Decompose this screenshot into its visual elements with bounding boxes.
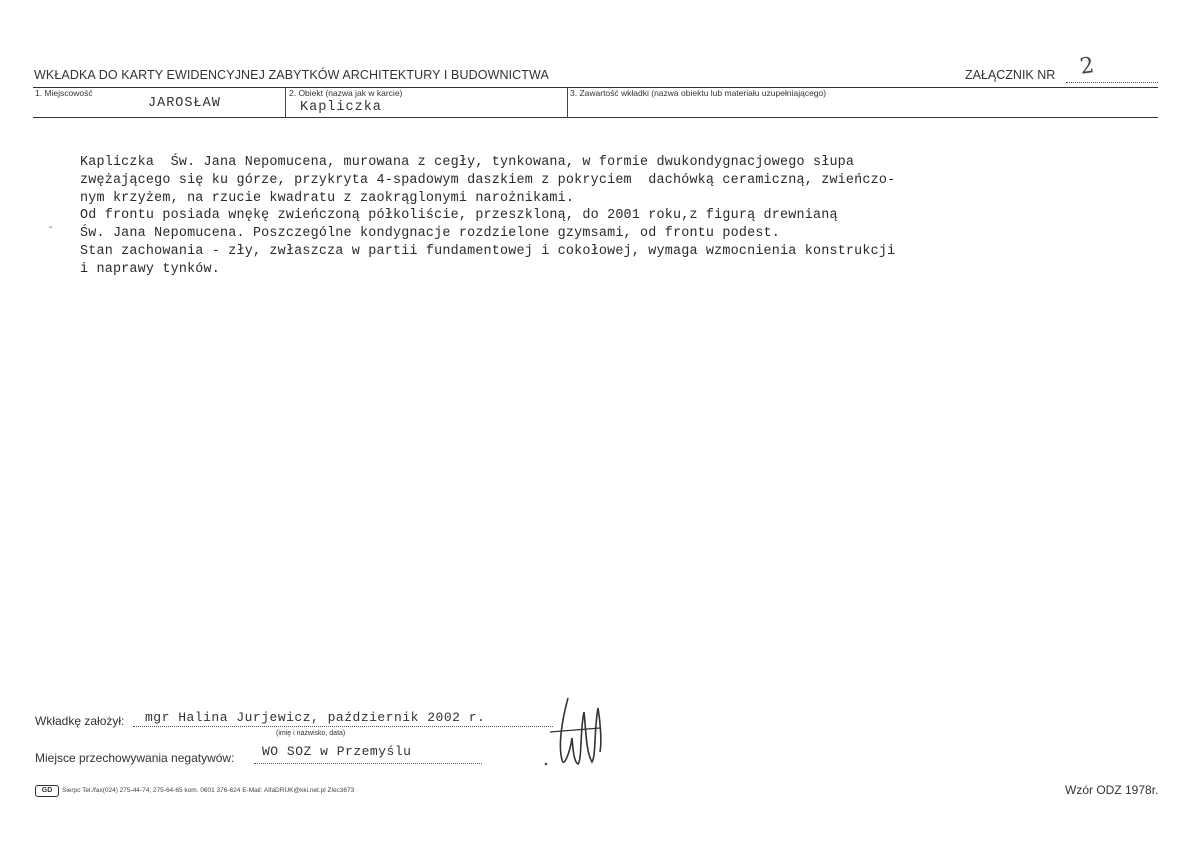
form-title: WKŁADKA DO KARTY EWIDENCYJNEJ ZABYTKÓW ARCHITEKTURY I BUDOWNICTWA <box>34 68 549 82</box>
description-line: Kapliczka Św. Jana Nepomucena, murowana z cegły, tynkowana, w formie dwukondygnacjowego słupa <box>80 155 855 170</box>
storage-label: Miejsce przechowywania negatywów: <box>35 751 235 765</box>
field-3-label: 3. Zawartość wkładki (nazwa obiektu lub materiału uzupełniającego) <box>570 88 827 98</box>
printer-logo: GD <box>35 785 59 797</box>
field-divider-1 <box>285 88 286 118</box>
created-by-label: Wkładkę założył: <box>35 714 125 728</box>
field-1-value: JAROSŁAW <box>148 96 221 111</box>
created-by-sublabel: (imię i nazwisko, data) <box>276 730 346 737</box>
created-by-value: mgr Halina Jurjewicz, październik 2002 r. <box>145 710 486 725</box>
header-rule-bottom <box>33 117 1158 118</box>
field-2-label: 2. Obiekt (nazwa jak w karcie) <box>289 88 403 98</box>
margin-mark: - <box>49 222 53 233</box>
attachment-label: ZAŁĄCZNIK NR <box>965 68 1056 82</box>
description-line: Św. Jana Nepomucena. Poszczególne kondygnacje rozdzielone gzymsami, od frontu podest. <box>80 226 781 242</box>
storage-value: WO SOZ w Przemyślu <box>262 744 412 759</box>
field-1-label: 1. Miejscowość <box>35 88 93 98</box>
handwritten-signature <box>540 690 610 780</box>
field-divider-2 <box>567 88 568 118</box>
attachment-number: 2 <box>1078 53 1096 80</box>
form-model: Wzór ODZ 1978r. <box>1065 783 1159 797</box>
description-line: Stan zachowania - zły, zwłaszcza w partii fundamentowej i cokołowej, wymaga wzmocnienia konstrukcji <box>80 243 896 259</box>
description-line: Od frontu posiada wnękę zwieńczoną półkoliście, przeszkloną, do 2001 roku,z figurą drewnianą <box>80 208 838 224</box>
description-line: nym krzyżem, na rzucie kwadratu z zaokrąglonymi narożnikami. <box>80 190 575 206</box>
description-text <box>80 154 1140 279</box>
printer-info: Sierpc Tel./fax(024) 275-44-74; 275-64-65 kom. 0601 376-624 E-Mail: AlfaDRUK@kki.net.pl Zlec3673 <box>62 787 355 794</box>
description-line: i naprawy tynków. <box>80 261 221 277</box>
description-line: zwężającego się ku górze, przykryta 4-spadowym daszkiem z pokryciem dachówką ceramiczną, zwieńczo- <box>80 172 896 188</box>
field-2-value: Kapliczka <box>300 100 382 115</box>
